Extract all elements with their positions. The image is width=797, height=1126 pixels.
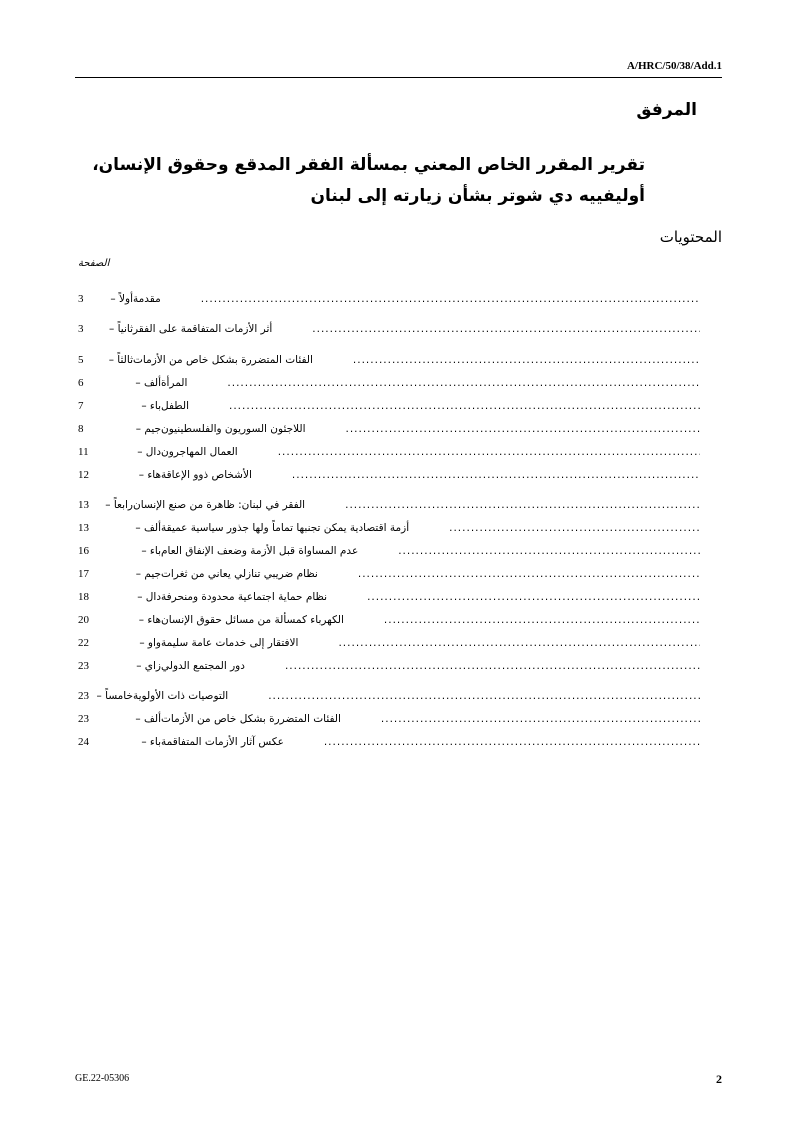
toc-entry-page: 8 xyxy=(78,423,84,435)
document-code: GE.22-05306 xyxy=(75,1073,130,1084)
toc-entry-label: واو – xyxy=(139,637,161,649)
toc-entry-page: 3 xyxy=(78,293,84,305)
toc-entry-title: نظام ضريبي تنازلي يعاني من ثغرات xyxy=(161,568,318,580)
toc-entry-label: جيم – xyxy=(135,423,161,435)
header-rule xyxy=(75,77,722,78)
toc-entry-page: 5 xyxy=(78,354,84,366)
toc-entry-page: 11 xyxy=(78,446,89,458)
toc-entry[interactable] xyxy=(78,539,700,557)
toc-leader-dots xyxy=(384,614,700,626)
toc-leader-dots xyxy=(367,591,700,603)
toc-entry[interactable] xyxy=(78,417,700,435)
toc-entry-label: خامساً – xyxy=(96,690,133,702)
toc-entry-page: 13 xyxy=(78,499,89,511)
toc-entry-page: 16 xyxy=(78,545,89,557)
toc-entry-label: هاء – xyxy=(138,614,161,626)
toc-entry-title: دور المجتمع الدولي xyxy=(161,660,245,672)
toc-entry[interactable] xyxy=(78,493,700,511)
toc-leader-dots xyxy=(285,660,700,672)
toc-entry-page: 18 xyxy=(78,591,89,603)
toc-leader-dots xyxy=(227,377,700,389)
toc-entry-label: أولاً – xyxy=(110,293,133,305)
toc-entry-page: 20 xyxy=(78,614,89,626)
toc-entry-page: 7 xyxy=(78,400,84,412)
toc-entry-title: عدم المساواة قبل الأزمة وضعف الإنفاق العام xyxy=(161,545,359,557)
report-title: تقرير المقرر الخاص المعني بمسألة الفقر المدقع وحقوق الإنسان، أوليفييه دي شوتر بشأن زيارته إلى لبنان xyxy=(92,155,645,206)
page-number: 2 xyxy=(716,1072,722,1086)
toc-leader-dots xyxy=(324,736,700,748)
toc-entry-page: 23 xyxy=(78,713,89,725)
toc-entry-title: الأشخاص ذوو الإعاقة xyxy=(161,469,252,481)
toc-entry-label: هاء – xyxy=(138,469,161,481)
toc-entry-page: 3 xyxy=(78,323,84,335)
toc-entry-page: 12 xyxy=(78,469,89,481)
toc-entry-label: باء – xyxy=(141,736,161,748)
toc-entry-label: ألف – xyxy=(135,377,161,389)
toc-leader-dots xyxy=(278,446,700,458)
toc-entry-label: زاي – xyxy=(136,660,161,672)
toc-entry[interactable] xyxy=(78,730,700,748)
toc-entry-page: 23 xyxy=(78,660,89,672)
toc-entry[interactable] xyxy=(78,348,700,366)
toc-entry-label: جيم – xyxy=(135,568,161,580)
toc-leader-dots xyxy=(353,354,700,366)
toc-leader-dots xyxy=(381,713,700,725)
toc-leader-dots xyxy=(201,293,700,305)
toc-entry-page: 23 xyxy=(78,690,89,702)
toc-entry[interactable] xyxy=(78,608,700,626)
toc-entry-label: باء – xyxy=(141,400,161,412)
toc-entry-title: الفئات المتضررة بشكل خاص من الأزمات xyxy=(133,354,313,366)
toc-entry-label: باء – xyxy=(141,545,161,557)
toc-entry-title: الافتقار إلى خدمات عامة سليمة xyxy=(161,637,299,649)
toc-entry-title: الطفل xyxy=(161,400,189,412)
toc-entry-title: التوصيات ذات الأولوية xyxy=(133,690,229,702)
toc-entry[interactable] xyxy=(78,654,700,672)
toc-entry-title: أثر الأزمات المتفاقمة على الفقر xyxy=(133,323,273,335)
toc-entry[interactable] xyxy=(78,287,700,305)
annex-heading: المرفق xyxy=(636,100,697,120)
document-symbol: A/HRC/50/38/Add.1 xyxy=(626,60,722,72)
toc-entry-label: رابعاً – xyxy=(105,499,133,511)
toc-entry-label: ألف – xyxy=(135,522,161,534)
toc-entry-page: 6 xyxy=(78,377,84,389)
toc-entry-title: أزمة اقتصادية يمكن تجنبها تماماً ولها جذور سياسية عميقة xyxy=(161,522,410,534)
toc-entry-title: مقدمة xyxy=(133,293,161,305)
toc-leader-dots xyxy=(268,690,700,702)
toc-entry-title: المرأة xyxy=(161,377,188,389)
toc-entry-label: ثانياً – xyxy=(109,323,133,335)
toc-entry-title: الفئات المتضررة بشكل خاص من الأزمات xyxy=(161,713,341,725)
toc-entry-label: دال – xyxy=(137,591,161,603)
toc-entry-page: 13 xyxy=(78,522,89,534)
toc-entry-page: 22 xyxy=(78,637,89,649)
toc-entry-title: الفقر في لبنان: ظاهرة من صنع الإنسان xyxy=(133,499,306,511)
toc-entry-label: ألف – xyxy=(135,713,161,725)
toc-entry[interactable] xyxy=(78,371,700,389)
toc-leader-dots xyxy=(292,469,700,481)
toc-entry[interactable] xyxy=(78,562,700,580)
toc-entry[interactable] xyxy=(78,317,700,335)
toc-entry[interactable] xyxy=(78,631,700,649)
toc-entry-page: 24 xyxy=(78,736,89,748)
toc-leader-dots xyxy=(449,522,700,534)
toc-leader-dots xyxy=(229,400,700,412)
toc-entry[interactable] xyxy=(78,516,700,534)
toc-entry-label: دال – xyxy=(137,446,161,458)
toc-leader-dots xyxy=(345,423,700,435)
toc-entry[interactable] xyxy=(78,707,700,725)
toc-leader-dots xyxy=(345,499,700,511)
toc-entry-title: الكهرباء كمسألة من مسائل حقوق الإنسان xyxy=(161,614,344,626)
toc-leader-dots xyxy=(312,323,700,335)
toc-entry-title: عكس آثار الأزمات المتفاقمة xyxy=(161,736,284,748)
toc-entry-label: ثالثاً – xyxy=(108,354,133,366)
toc-entry-title: العمال المهاجرون xyxy=(161,446,238,458)
toc-entry[interactable] xyxy=(78,463,700,481)
toc-entry[interactable] xyxy=(78,394,700,412)
toc-entry-page: 17 xyxy=(78,568,89,580)
toc-entry-title: نظام حماية اجتماعية محدودة ومنحرفة xyxy=(161,591,328,603)
contents-heading: المحتويات xyxy=(659,228,722,246)
toc-leader-dots xyxy=(398,545,700,557)
toc-entry[interactable] xyxy=(78,684,700,702)
toc-entry-title: اللاجئون السوريون والفلسطينيون xyxy=(161,423,306,435)
toc-leader-dots xyxy=(358,568,700,580)
toc-entry[interactable] xyxy=(78,585,700,603)
toc-entry[interactable] xyxy=(78,440,700,458)
page-column-label: الصفحة xyxy=(78,258,110,269)
toc-leader-dots xyxy=(338,637,700,649)
